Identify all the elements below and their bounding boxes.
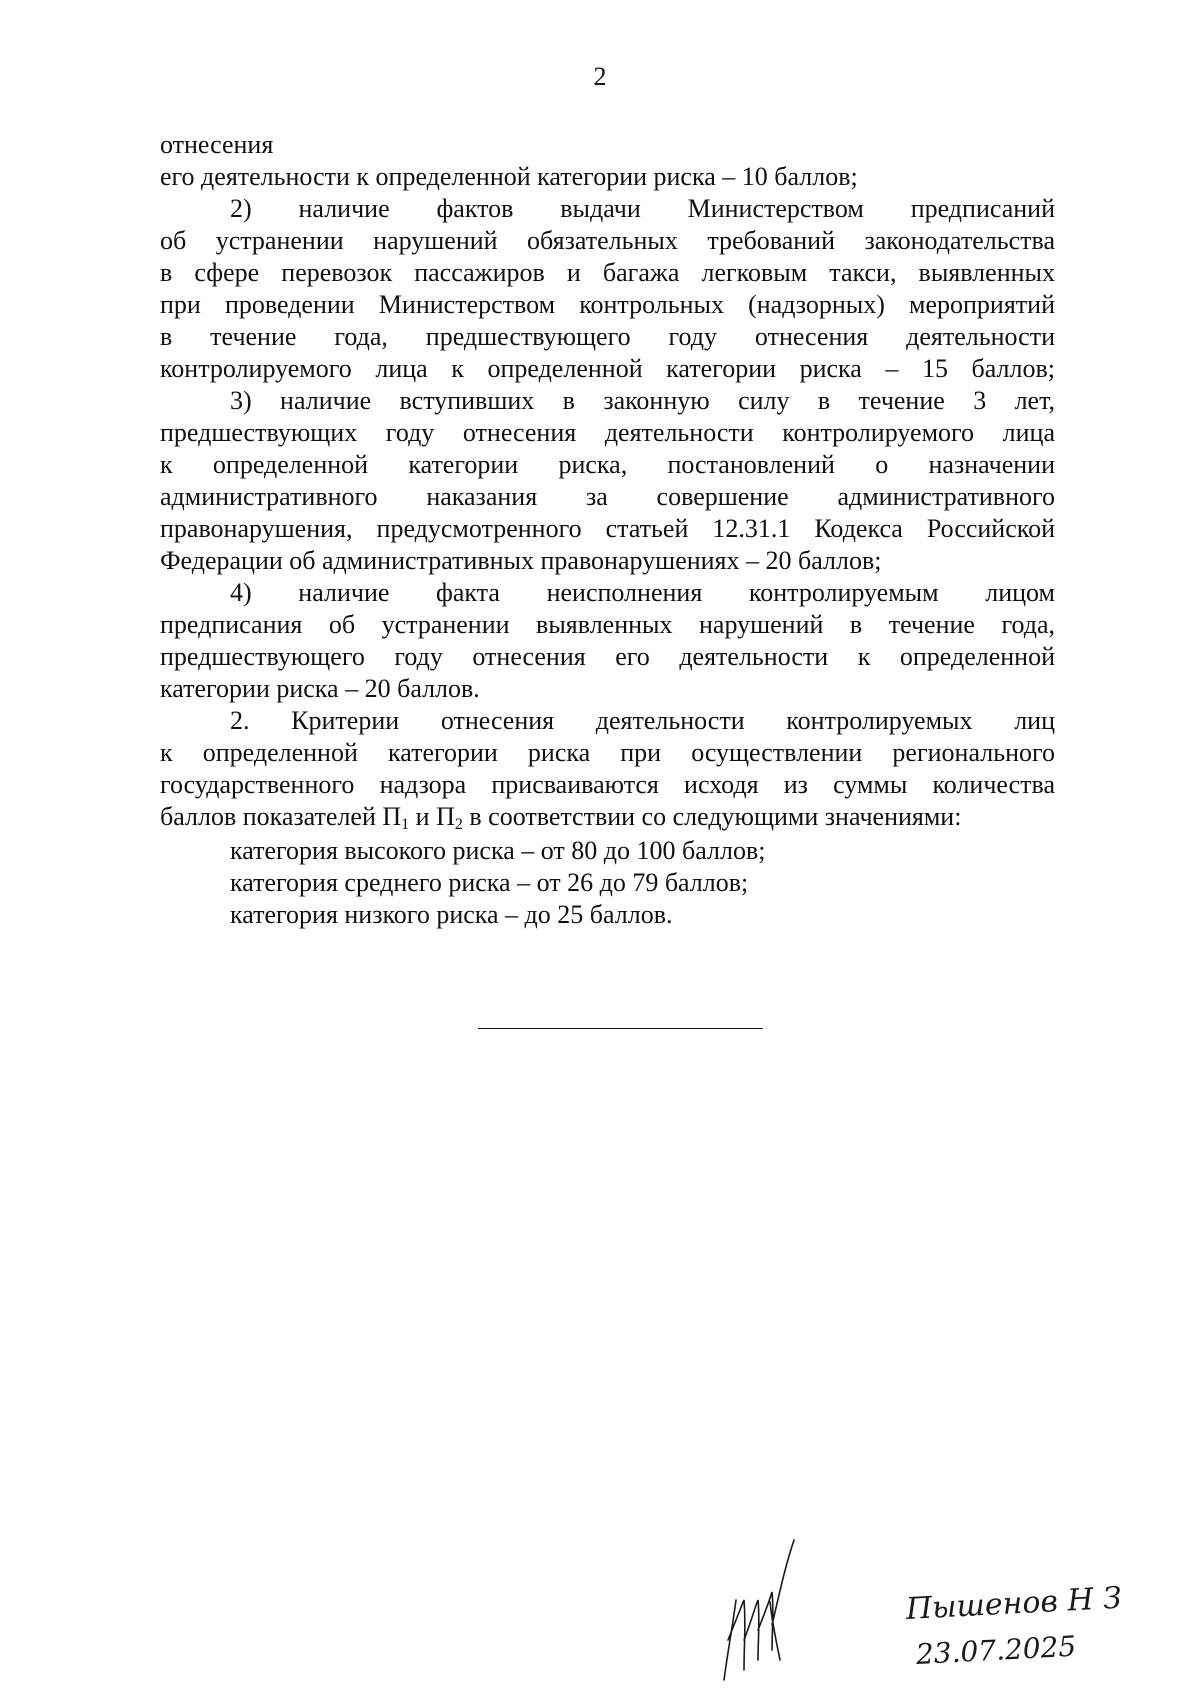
text-line: в сфере перевозок пассажиров и багажа легковым такси, выявленных xyxy=(160,258,1055,287)
text-line: правонарушения, предусмотренного статьей 12.31.1 Кодекса Российской xyxy=(160,514,1055,543)
text-line: предшествующих году отнесения деятельности контролируемого лица xyxy=(160,418,1055,447)
subscript: 2 xyxy=(454,816,463,833)
text-line: отнесения xyxy=(160,130,274,159)
subscript: 1 xyxy=(401,816,410,833)
risk-category-medium: категория среднего риска – от 26 до 79 баллов; xyxy=(230,868,749,897)
risk-category-low: категория низкого риска – до 25 баллов. xyxy=(230,900,673,929)
text-fragment: и П xyxy=(409,802,455,831)
end-divider xyxy=(478,1028,763,1029)
text-line: при проведении Министерством контрольных (надзорных) мероприятий xyxy=(160,290,1055,319)
text-line: предписания об устранении выявленных нарушений в течение года, xyxy=(160,610,1055,639)
page-number: 2 xyxy=(593,62,607,91)
text-line: контролируемого лица к определенной категории риска – 15 баллов; xyxy=(160,354,1055,383)
text-line: 2) наличие фактов выдачи Министерством предписаний xyxy=(230,194,1055,223)
text-line-indicators xyxy=(160,802,961,834)
handwritten-name: Пышенов Н З xyxy=(905,1580,1123,1627)
handwritten-annotation xyxy=(896,1580,1156,1698)
text-line: 4) наличие факта неисполнения контролируемым лицом xyxy=(230,578,1055,607)
text-line: 3) наличие вступивших в законную силу в течение 3 лет, xyxy=(230,386,1055,415)
text-line: в течение года, предшествующего году отнесения деятельности xyxy=(160,322,1055,351)
signature xyxy=(714,1530,814,1690)
text-line: Федерации об административных правонарушениях – 20 баллов; xyxy=(160,546,882,575)
text-line: категории риска – 20 баллов. xyxy=(160,674,480,703)
handwritten-date: 23.07.2025 xyxy=(915,1629,1077,1671)
text-line: 2. Критерии отнесения деятельности контролируемых лиц xyxy=(230,706,1055,735)
text-line: государственного надзора присваиваются исходя из суммы количества xyxy=(160,770,1055,799)
risk-category-high: категория высокого риска – от 80 до 100 баллов; xyxy=(230,836,766,865)
text-line: административного наказания за совершение административного xyxy=(160,482,1055,511)
text-line: предшествующего году отнесения его деятельности к определенной xyxy=(160,642,1055,671)
text-line: его деятельности к определенной категории риска – 10 баллов; xyxy=(160,162,858,191)
text-fragment: в соответствии со следующими значениями: xyxy=(462,802,962,831)
text-line: об устранении нарушений обязательных требований законодательства xyxy=(160,226,1055,255)
text-fragment: баллов показателей П xyxy=(160,802,402,831)
text-line: к определенной категории риска при осуществлении регионального xyxy=(160,738,1055,767)
text-line: к определенной категории риска, постановлений о назначении xyxy=(160,450,1055,479)
